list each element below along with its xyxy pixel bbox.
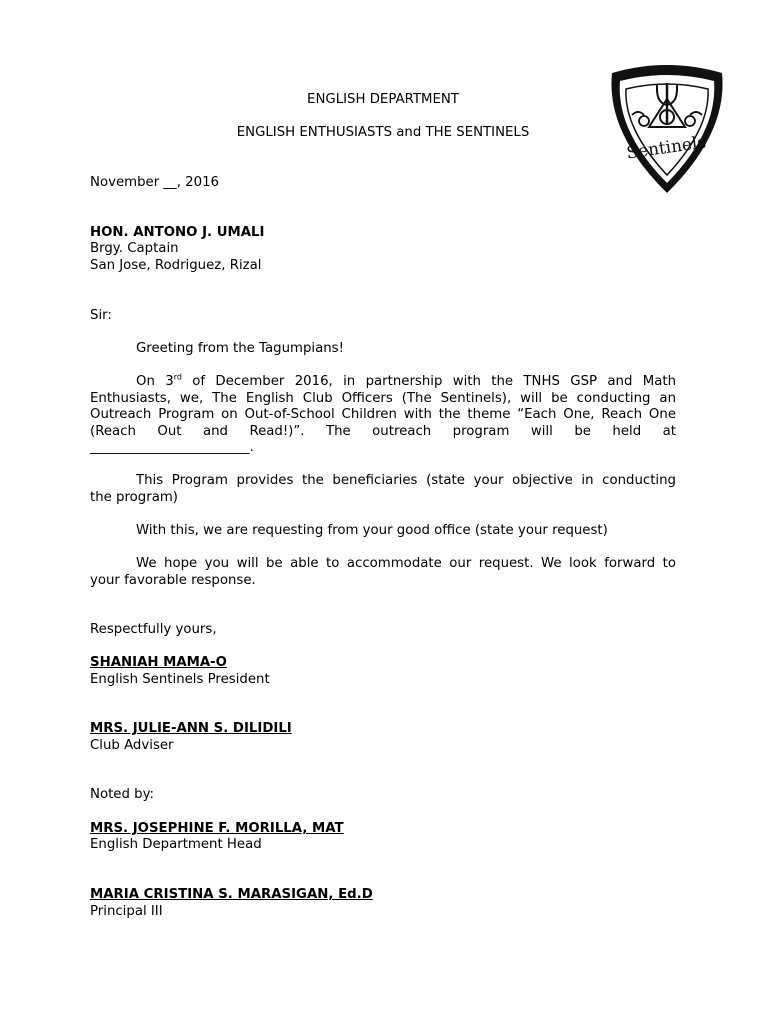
greeting-line: Greeting from the Tagumpians! <box>136 341 344 356</box>
salutation: Sir: <box>90 308 112 323</box>
signatory-name-president: SHANIAH MAMA-O <box>90 655 227 670</box>
venue-blank-line: ________________________. <box>90 440 254 455</box>
signatory-name-principal: MARIA CRISTINA S. MARASIGAN, Ed.D <box>90 887 373 902</box>
paragraph-outreach <box>90 374 676 457</box>
paragraph-outreach-line-1 <box>90 374 676 391</box>
ordinal-number: On 3 <box>136 374 174 389</box>
paragraph-outreach-line-3: Outreach Program on Out-of-School Children with the theme “Each One, Reach One <box>90 407 676 422</box>
logo-wordmark: Sentinels <box>625 132 708 164</box>
department-heading: ENGLISH DEPARTMENT <box>307 92 459 107</box>
objective-text: This Program provides the beneficiaries (state your objective in conducting <box>136 473 676 488</box>
recipient-address: San Jose, Rodriguez, Rizal <box>90 258 262 273</box>
paragraph-objective-line-2: the program) <box>90 489 178 505</box>
signatory-role-president: English Sentinels President <box>90 672 270 687</box>
complimentary-close: Respectfully yours, <box>90 622 217 637</box>
paragraph-outreach-line-4: (Reach Out and Read!)”. The outreach program will be held at <box>90 423 676 439</box>
paragraph-closing-line-1 <box>90 556 676 573</box>
letter-date: November __, 2016 <box>90 175 219 190</box>
line-1-text: of December 2016, in partnership with the TNHS GSP and Math <box>181 374 676 389</box>
signatory-role-adviser: Club Adviser <box>90 738 174 753</box>
signatory-name-dept-head: MRS. JOSEPHINE F. MORILLA, MAT <box>90 821 344 836</box>
organization-heading: ENGLISH ENTHUSIASTS and THE SENTINELS <box>236 125 530 140</box>
signatory-role-principal: Principal III <box>90 904 163 919</box>
paragraph-outreach-line-2: Enthusiasts, we, The English Club Officers (The Sentinels), will be conducting an <box>90 390 676 406</box>
paragraph-closing-line-2: your favorable response. <box>90 572 256 588</box>
closing-text: We hope you will be able to accommodate our request. We look forward to <box>136 556 676 571</box>
paragraph-closing <box>90 556 676 589</box>
recipient-title: Brgy. Captain <box>90 241 179 256</box>
recipient-name: HON. ANTONO J. UMALI <box>90 225 265 240</box>
signatory-role-dept-head: English Department Head <box>90 837 262 852</box>
paragraph-request: With this, we are requesting from your good office (state your request) <box>136 523 608 538</box>
ordinal-suffix: rd <box>173 372 182 382</box>
noted-by-label: Noted by: <box>90 787 154 802</box>
signatory-name-adviser: MRS. JULIE-ANN S. DILIDILI <box>90 721 292 736</box>
paragraph-objective-line-1 <box>90 473 676 490</box>
paragraph-objective <box>90 473 676 506</box>
